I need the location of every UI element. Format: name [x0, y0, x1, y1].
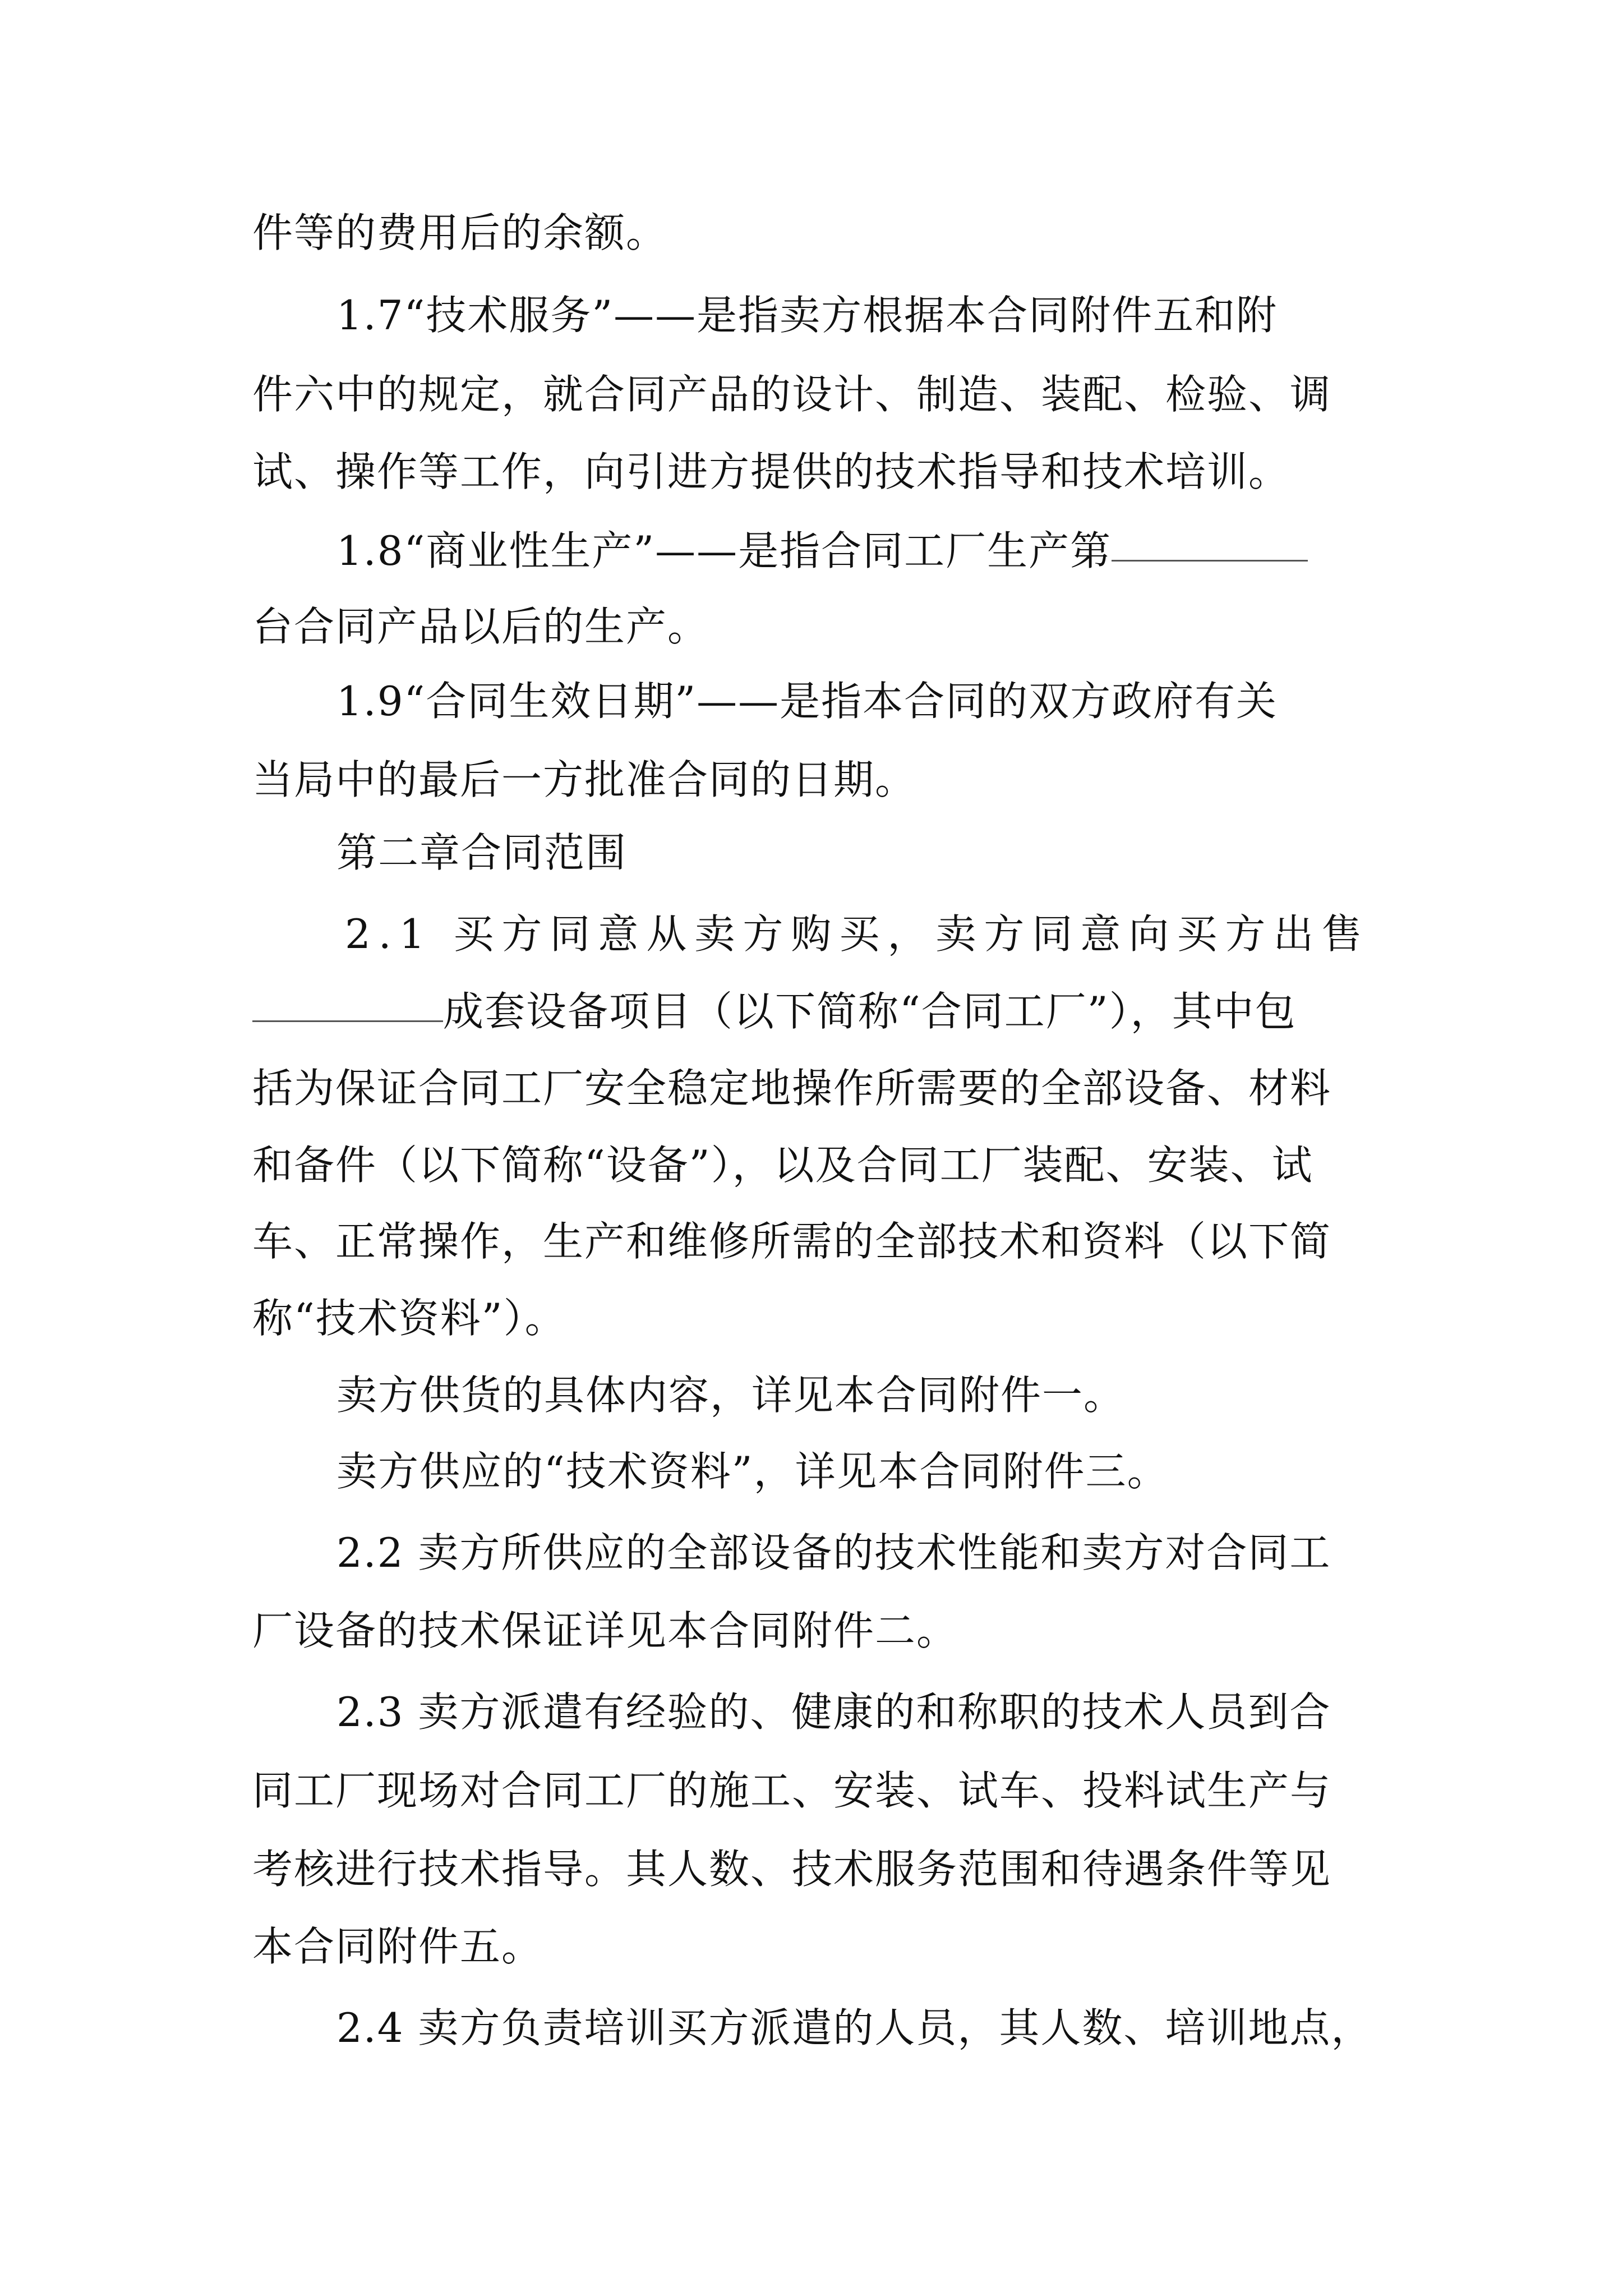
text-line-with-blank [336, 523, 1308, 579]
text-line: 件等的费用后的余额。 [252, 209, 668, 256]
text-line: 称“技术资料”）。 [252, 1295, 566, 1342]
text-line: 2.1 买方同意从卖方购买，卖方同意向买方出售 [345, 910, 1370, 958]
text-line: 件六中的规定，就合同产品的设计、制造、装配、检验、调 [252, 371, 1332, 418]
text-line: 1.9“合同生效日期”——是指本合同的双方政府有关 [336, 678, 1278, 725]
text-line: 当局中的最后一方批准合同的日期。 [252, 756, 917, 803]
text-line: 1.8“商业性生产”——是指合同工厂生产第 [336, 527, 1112, 574]
chapter-heading: 第二章合同范围 [336, 829, 628, 876]
text-line: 同工厂现场对合同工厂的施工、安装、试车、投料试生产与 [252, 1767, 1332, 1814]
text-line: 和备件（以下简称“设备”），以及合同工厂装配、安装、试 [252, 1142, 1313, 1189]
text-line: 台合同产品以后的生产。 [252, 603, 709, 650]
text-line: 厂设备的技术保证详见本合同附件二。 [252, 1607, 958, 1654]
text-line: 车、正常操作，生产和维修所需的全部技术和资料（以下简 [252, 1218, 1332, 1265]
text-line: 成套设备项目（以下简称“合同工厂”），其中包 [443, 988, 1297, 1035]
text-line-with-blank [252, 983, 1297, 1039]
fill-in-blank[interactable] [252, 983, 443, 1022]
fill-in-blank[interactable] [1112, 523, 1308, 562]
text-line: 卖方供应的“技术资料”，详见本合同附件三。 [336, 1448, 1169, 1495]
text-line: 本合同附件五。 [252, 1923, 543, 1970]
text-line: 1.7“技术服务”——是指卖方根据本合同附件五和附 [336, 292, 1278, 339]
text-line: 考核进行技术指导。其人数、技术服务范围和待遇条件等见 [252, 1846, 1332, 1893]
text-line: 试、操作等工作，向引进方提供的技术指导和技术培训。 [252, 448, 1290, 495]
text-line: 卖方供货的具体内容，详见本合同附件一。 [336, 1372, 1126, 1419]
text-line: 2.3 卖方派遣有经验的、健康的和称职的技术人员到合 [336, 1688, 1331, 1736]
text-line: 2.2 卖方所供应的全部设备的技术性能和卖方对合同工 [336, 1529, 1331, 1576]
text-line: 2.4 卖方负责培训买方派遣的人员，其人数、培训地点， [336, 2004, 1373, 2051]
text-line: 括为保证合同工厂安全稳定地操作所需要的全部设备、材料 [252, 1065, 1332, 1112]
